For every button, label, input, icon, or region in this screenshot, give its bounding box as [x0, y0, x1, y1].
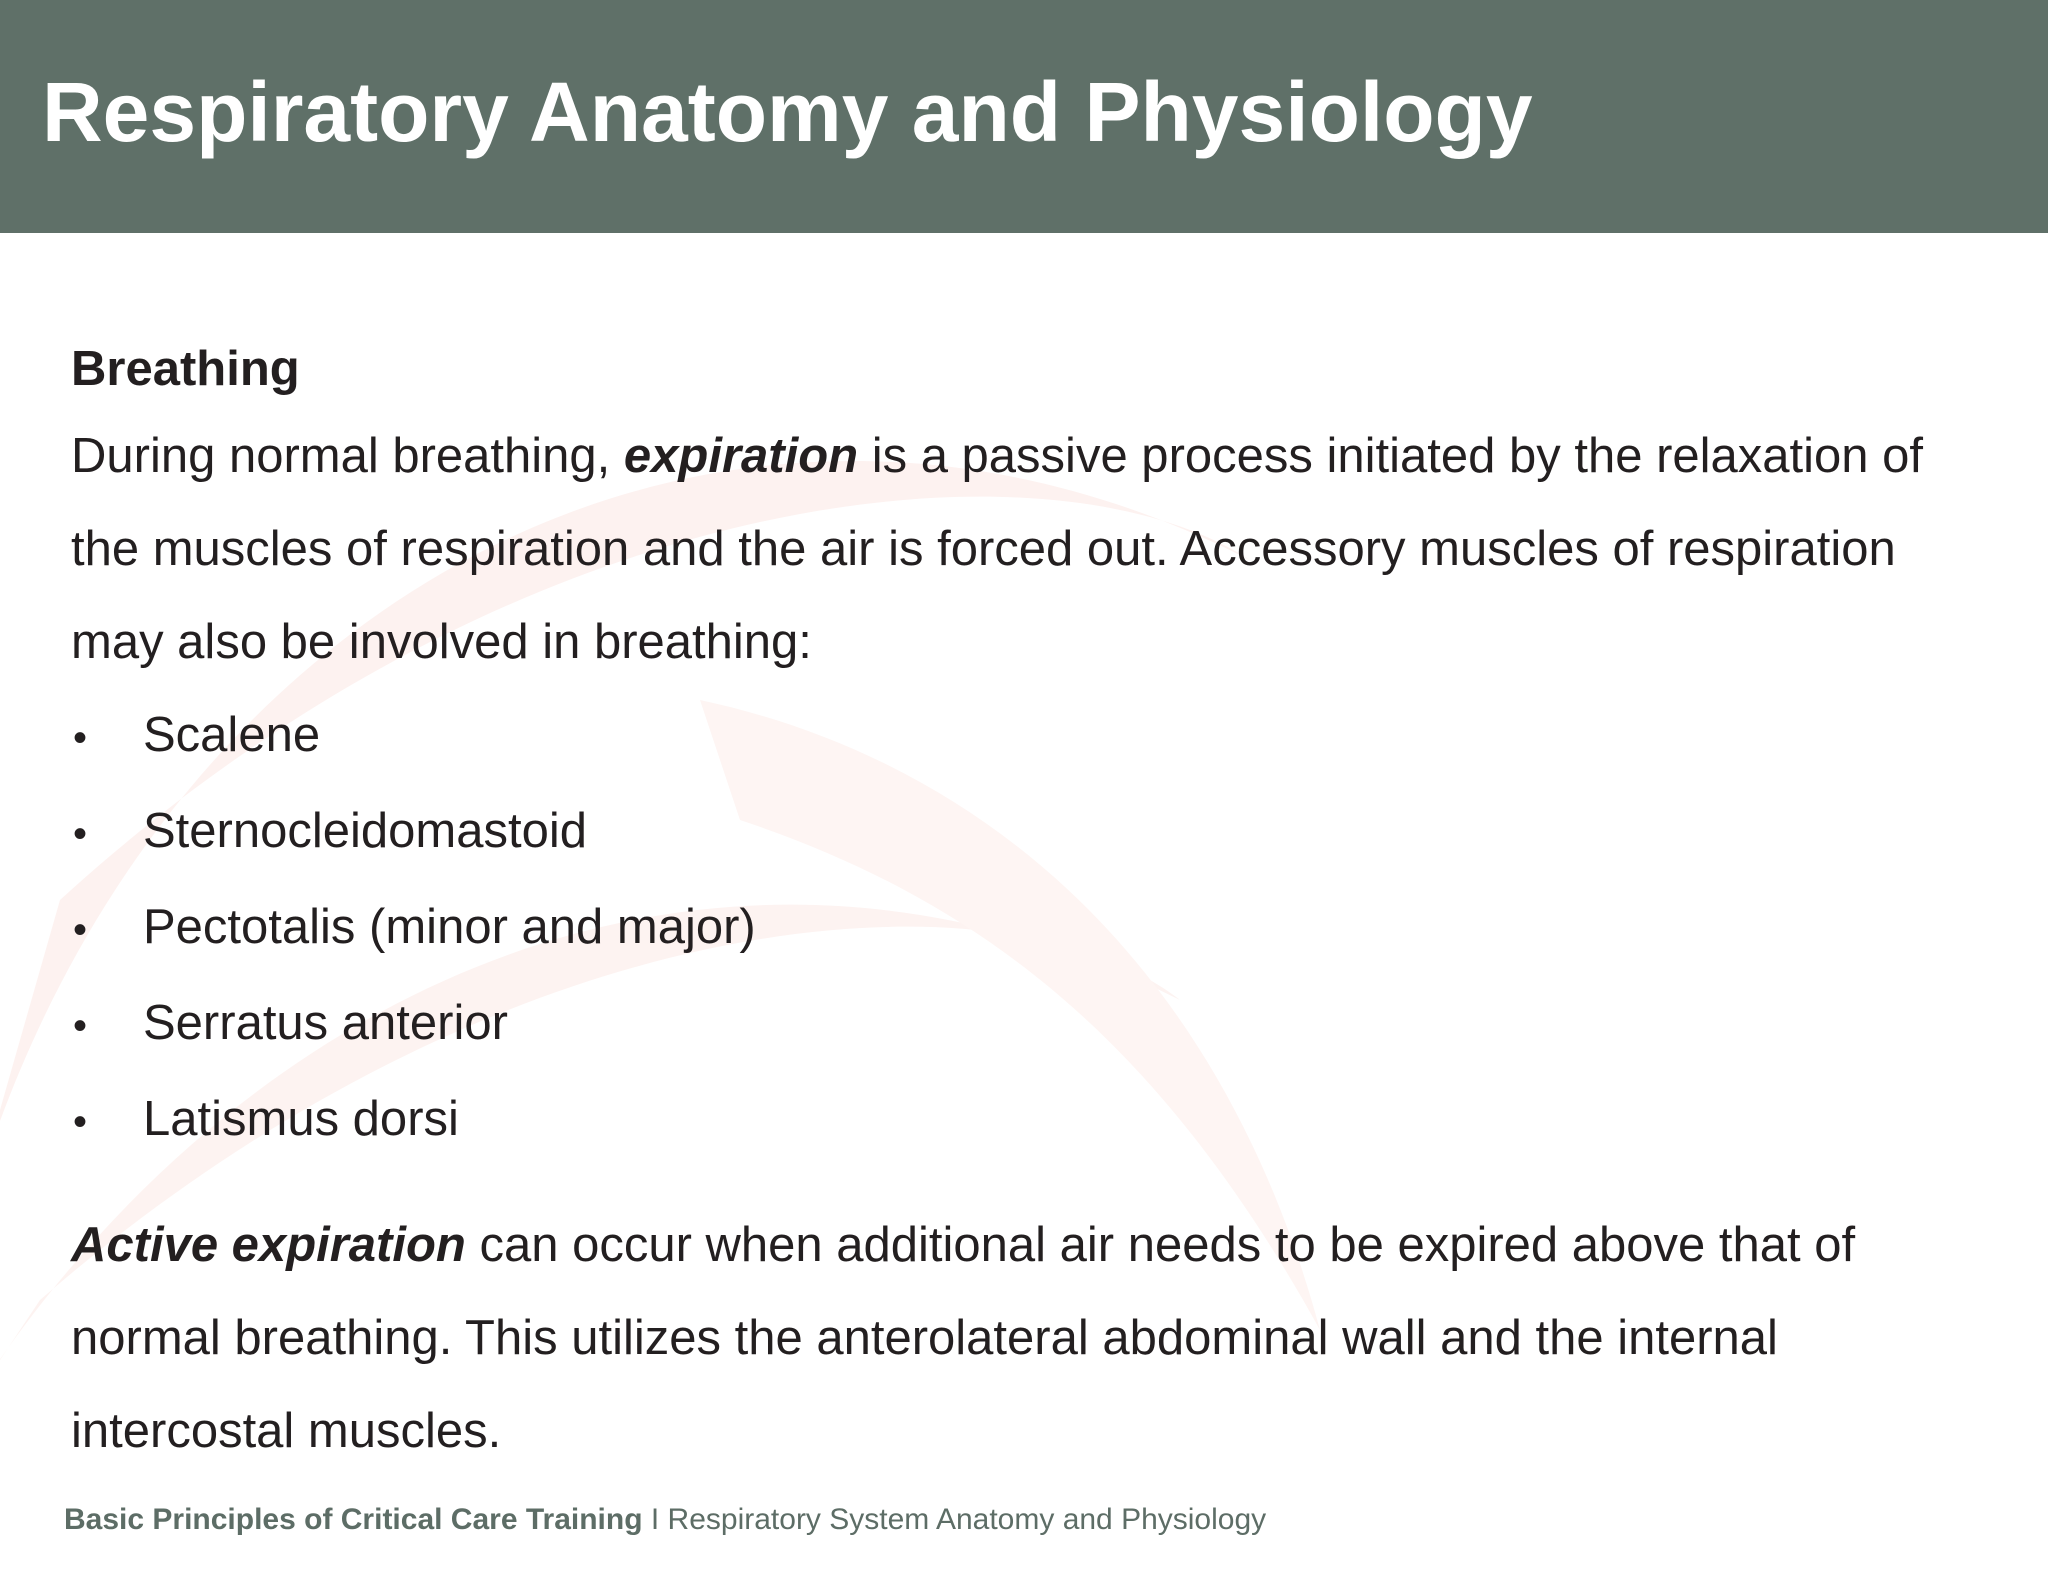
- list-item: [71, 977, 1971, 1073]
- accessory-muscles-list: [71, 689, 1971, 1169]
- paragraph-rest-text: is a passive process initiated by the relaxation of the muscles of respiration and the air is forced out. Accessory muscles of respiration may also be involved in breathing:: [71, 429, 1924, 669]
- footer: [64, 1500, 1266, 1540]
- slide-title: Respiratory Anatomy and Physiology: [42, 65, 1533, 159]
- section-heading: Breathing: [71, 342, 300, 396]
- bullet-icon: •: [73, 716, 88, 760]
- paragraph-rest-text: can occur when additional air needs to be expired above that of normal breathing. This utilizes the anterolateral abdominal wall and the internal intercostal muscles.: [71, 1218, 1856, 1458]
- list-item: [71, 881, 1971, 977]
- header-bar: [0, 0, 2048, 233]
- list-item: [71, 689, 1971, 785]
- list-item: [71, 785, 1971, 881]
- paragraph-normal-breathing: [71, 410, 1971, 689]
- bullet-icon: •: [73, 812, 88, 856]
- list-item-text: Pectotalis (minor and major): [143, 900, 756, 954]
- list-item: [71, 1073, 1971, 1169]
- footer-separator: I: [642, 1503, 668, 1536]
- footer-module-title: Respiratory System Anatomy and Physiology: [667, 1503, 1267, 1536]
- list-item-text: Scalene: [143, 708, 321, 762]
- footer-course-title: Basic Principles of Critical Care Training: [64, 1503, 643, 1536]
- list-item-text: Serratus anterior: [143, 996, 508, 1050]
- emphasis-expiration: expiration: [623, 429, 859, 483]
- paragraph-lead-text: During normal breathing,: [71, 429, 624, 483]
- bullet-icon: •: [73, 1004, 88, 1048]
- bullet-icon: •: [73, 908, 88, 952]
- emphasis-active-expiration: Active expiration: [71, 1218, 466, 1272]
- slide-content: [71, 330, 1971, 1478]
- list-item-text: Latismus dorsi: [143, 1092, 459, 1146]
- bullet-icon: •: [73, 1100, 88, 1144]
- paragraph-active-expiration: [71, 1199, 1971, 1478]
- list-item-text: Sternocleidomastoid: [143, 804, 587, 858]
